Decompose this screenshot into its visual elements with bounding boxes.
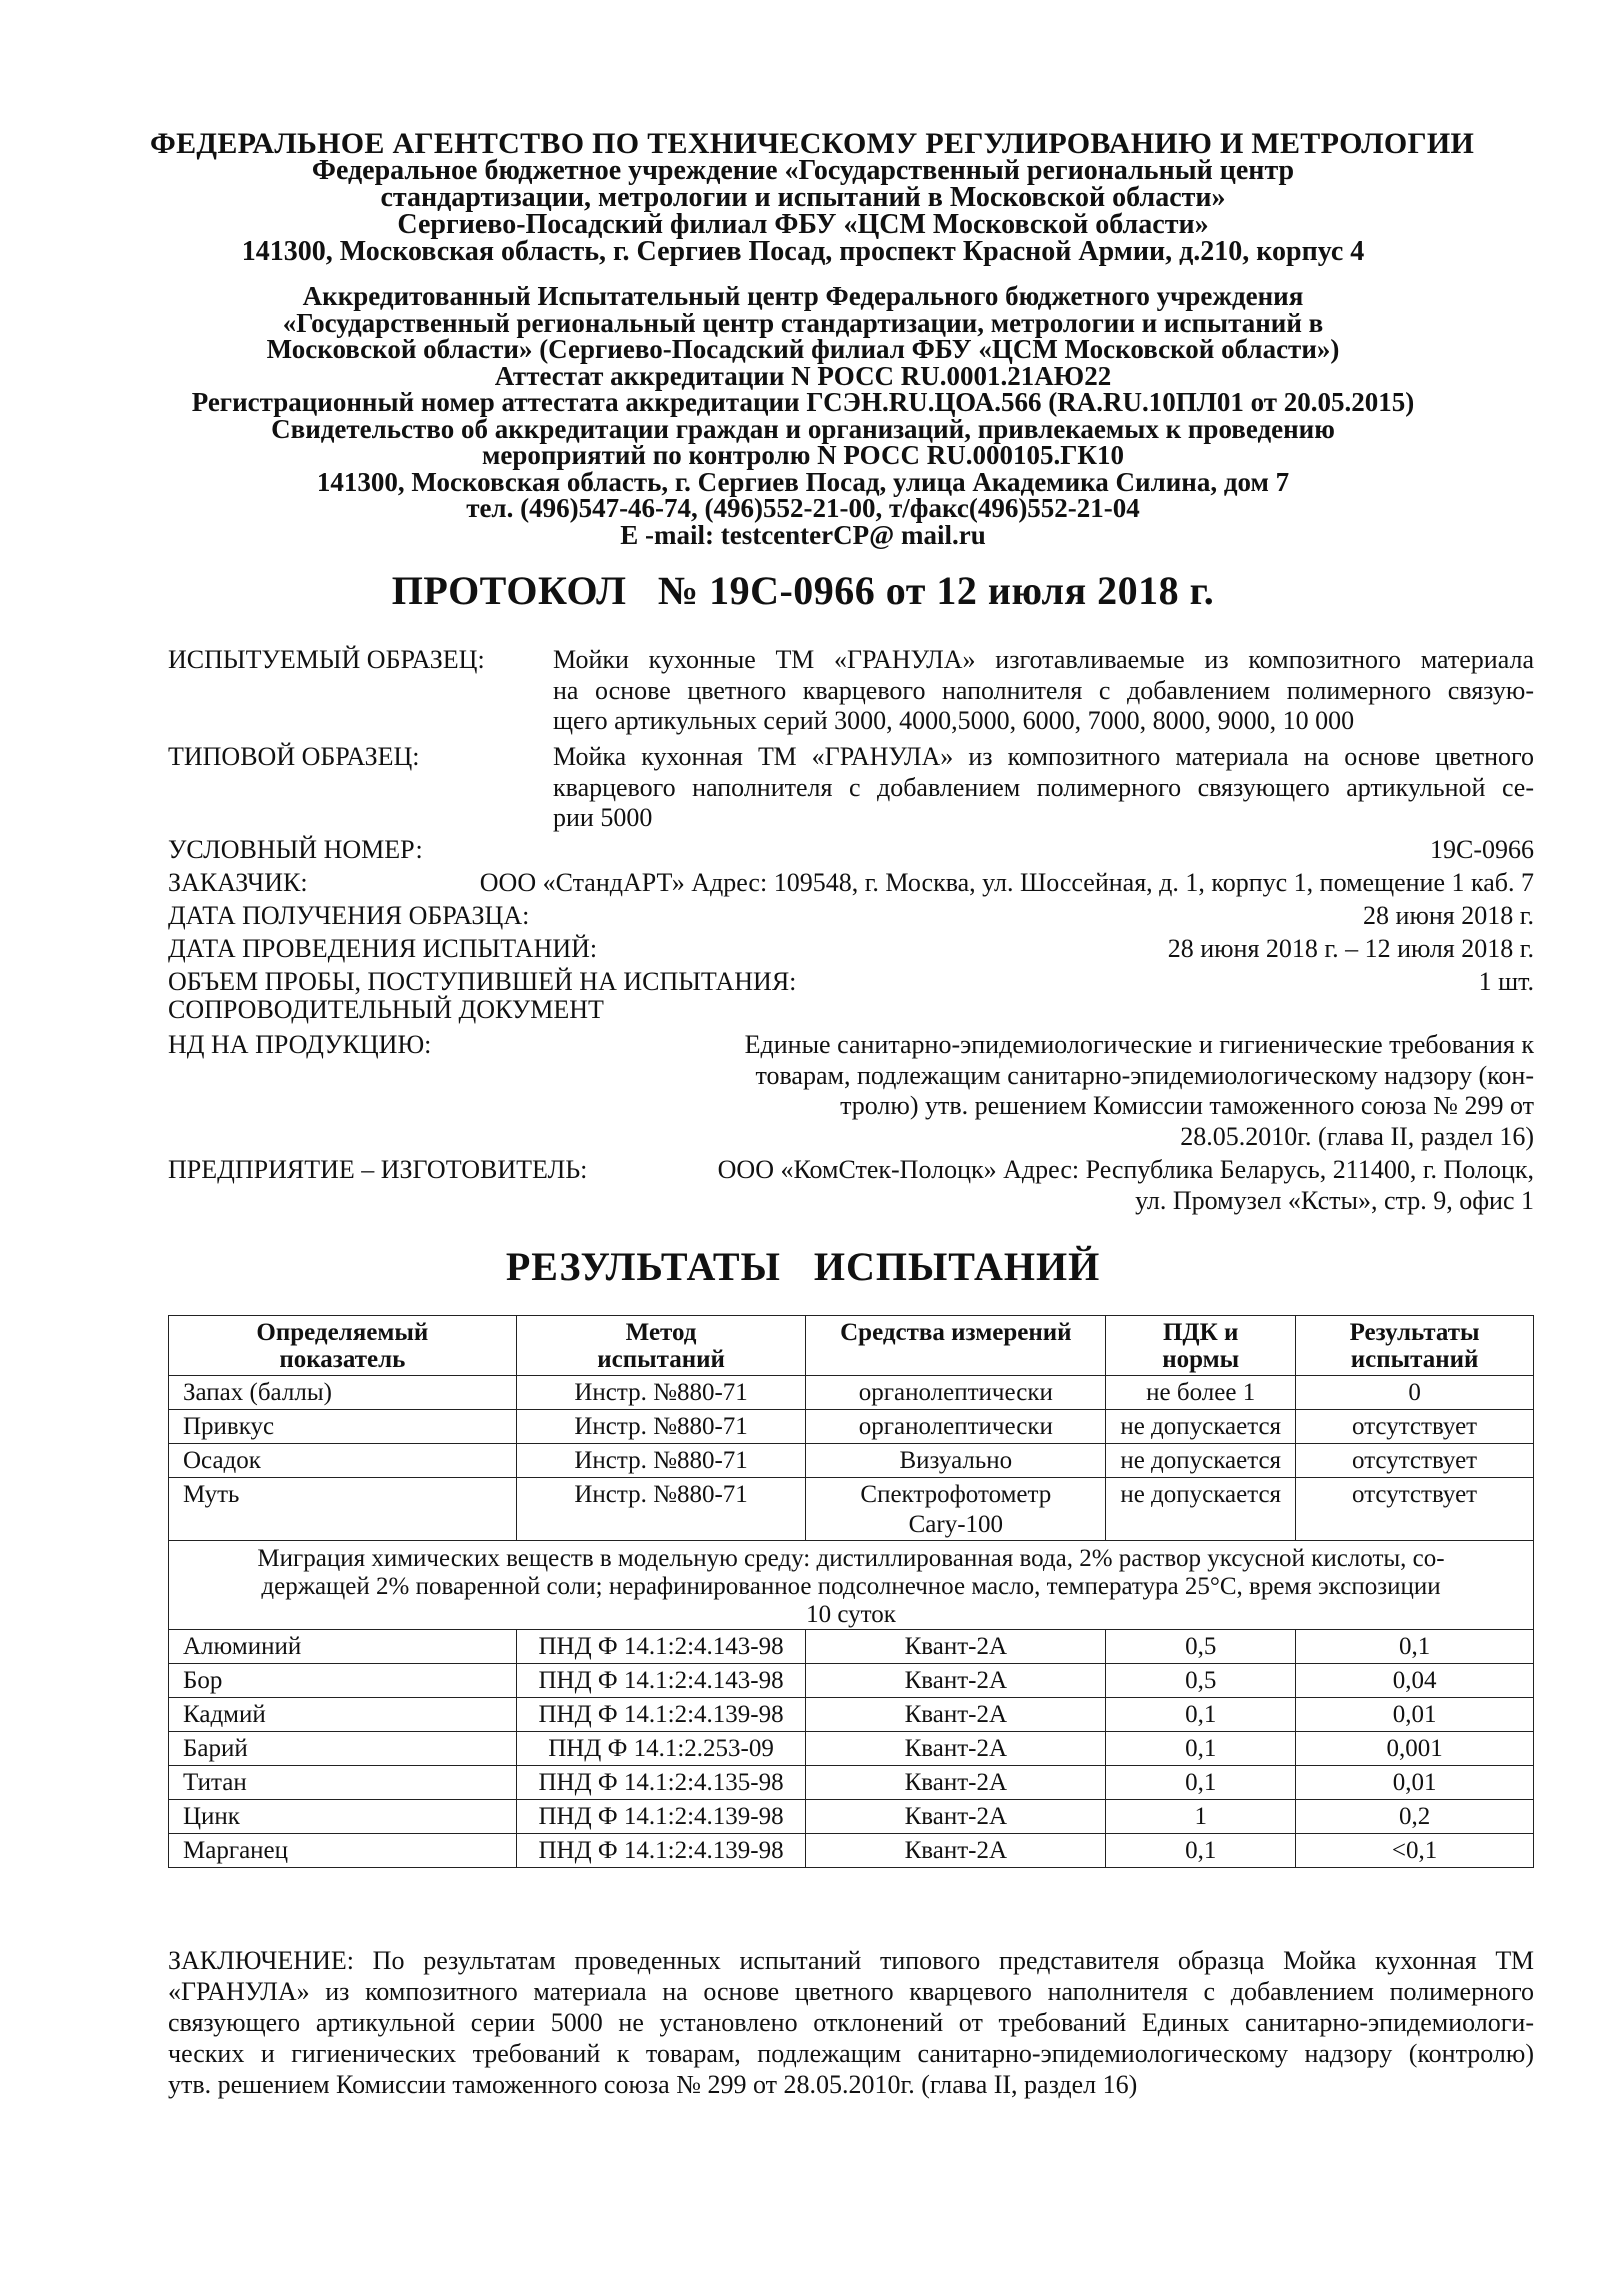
result-cell: <0,1 — [1296, 1834, 1534, 1868]
result-cell: 0,04 — [1296, 1664, 1534, 1698]
nd-line: 28.05.2010г. (глава II, раздел 16) — [1180, 1121, 1534, 1151]
indicator-cell: Привкус — [169, 1410, 517, 1444]
method-cell: Инстр. №880-71 — [516, 1444, 806, 1478]
migration-conditions — [169, 1541, 1534, 1630]
table-row — [169, 1766, 1534, 1800]
conclusion-line: связующего артикульной серии 5000 не установлено отклонений от требований Единых санитарно-эпидемиологи- — [168, 2008, 1534, 2037]
norm-cell: 0,1 — [1106, 1766, 1296, 1800]
method-cell: ПНД Ф 14.1:2.253-09 — [516, 1732, 806, 1766]
method-cell: ПНД Ф 14.1:2:4.143-98 — [516, 1630, 806, 1664]
conclusion-line: «ГРАНУЛА» из композитного материала на основе цветного кварцевого наполнителя с добавлением полимерного — [168, 1977, 1534, 2006]
header-address: 141300, Московская область, г. Сергиев Посад, проспект Красной Армии, д.210, корпус 4 — [241, 236, 1365, 267]
protocol-title: ПРОТОКОЛ № 19С-0966 от 12 июля 2018 г. — [391, 568, 1215, 613]
table-row — [169, 1376, 1534, 1410]
received-label: ДАТА ПОЛУЧЕНИЯ ОБРАЗЦА: — [168, 901, 530, 930]
nd-line: товарам, подлежащим санитарно-эпидемиологическому надзору (кон- — [755, 1060, 1534, 1090]
means-cell: Визуально — [806, 1444, 1106, 1478]
accreditation-line: Московской области» (Сергиево-Посадский филиал ФБУ «ЦСМ Московской области») — [266, 334, 1340, 364]
manufacturer-line: ул. Промузел «Ксты», стр. 9, офис 1 — [1135, 1185, 1534, 1215]
table-row — [169, 1732, 1534, 1766]
header-norm: ПДК и нормы — [1106, 1316, 1296, 1376]
manufacturer-value — [640, 1155, 1534, 1216]
email-line: E -mail: testcenterCP@ mail.ru — [620, 519, 986, 550]
manufacturer-label: ПРЕДПРИЯТИЕ – ИЗГОТОВИТЕЛЬ: — [168, 1155, 588, 1184]
conclusion-line: ческих и гигиенических требований к товарам, подлежащим санитарно-эпидемиологическому надзору (контролю) — [168, 2039, 1534, 2068]
indicator-cell: Запах (баллы) — [169, 1376, 517, 1410]
means-cell: Квант-2А — [806, 1800, 1106, 1834]
header-means: Средства измерений — [806, 1316, 1106, 1376]
method-cell: ПНД Ф 14.1:2:4.135-98 — [516, 1766, 806, 1800]
conclusion-line: утв. решением Комиссии таможенного союза № 299 от 28.05.2010г. (глава II, раздел 16) — [168, 2070, 1138, 2099]
indicator-cell: Титан — [169, 1766, 517, 1800]
accreditation-line: «Государственный региональный центр стандартизации, метрологии и испытаний в — [282, 307, 1324, 338]
indicator-cell: Марганец — [169, 1834, 517, 1868]
norm-cell: не допускается — [1106, 1444, 1296, 1478]
tested-label: ДАТА ПРОВЕДЕНИЯ ИСПЫТАНИЙ: — [168, 934, 598, 963]
table-header-row — [169, 1316, 1534, 1376]
method-cell: Инстр. №880-71 — [516, 1478, 806, 1541]
tested-value: 28 июня 2018 г. – 12 июля 2018 г. — [1167, 934, 1534, 963]
conclusion — [168, 1945, 1534, 2100]
agency-header — [150, 127, 1475, 267]
result-cell: 0,01 — [1296, 1766, 1534, 1800]
agency-name: ФЕДЕРАЛЬНОЕ АГЕНТСТВО ПО ТЕХНИЧЕСКОМУ РЕГУЛИРОВАНИЮ И МЕТРОЛОГИИ — [150, 127, 1475, 160]
results-title: РЕЗУЛЬТАТЫ ИСПЫТАНИЙ — [505, 1244, 1101, 1289]
indicator-cell: Бор — [169, 1664, 517, 1698]
code-label: УСЛОВНЫЙ НОМЕР: — [168, 835, 423, 864]
means-cell: Квант-2А — [806, 1834, 1106, 1868]
norm-cell: не допускается — [1106, 1410, 1296, 1444]
accreditation-line: Аккредитованный Испытательный центр Федерального бюджетного учреждения — [302, 281, 1304, 311]
test-center-address: 141300, Московская область, г. Сергиев Посад, улица Академика Силина, дом 7 — [316, 466, 1290, 497]
typical-line: Мойка кухонная ТМ «ГРАНУЛА» из композитного материала на основе цветного — [553, 742, 1534, 771]
conclusion-line: ЗАКЛЮЧЕНИЕ: По результатам проведенных испытаний типового представителя образца Мойка кухонная ТМ — [168, 1946, 1534, 1975]
code-value: 19С-0966 — [1430, 835, 1534, 864]
typical-line: рии 5000 — [553, 803, 653, 832]
accreditation-line: мероприятий по контролю N РОСС RU.000105.ГК10 — [481, 440, 1124, 470]
sample-value — [553, 645, 1534, 737]
means-cell: Квант-2А — [806, 1698, 1106, 1732]
result-cell: 0,001 — [1296, 1732, 1534, 1766]
result-cell: 0 — [1296, 1376, 1534, 1410]
method-cell: ПНД Ф 14.1:2:4.139-98 — [516, 1698, 806, 1732]
accreditation-certificate: Аттестат аккредитации N РОСС RU.0001.21АЮ22 — [494, 360, 1112, 391]
means-cell: органолептически — [806, 1410, 1106, 1444]
norm-cell: 0,1 — [1106, 1834, 1296, 1868]
document-label: СОПРОВОДИТЕЛЬНЫЙ ДОКУМЕНТ — [168, 995, 604, 1024]
nd-label: НД НА ПРОДУКЦИЮ: — [168, 1030, 432, 1059]
customer-value: ООО «СтандАРТ» Адрес: 109548, г. Москва, ул. Шоссейная, д. 1, корпус 1, помещение 1 каб. 7 — [479, 868, 1534, 897]
norm-cell: 0,1 — [1106, 1732, 1296, 1766]
typical-line: кварцевого наполнителя с добавлением полимерного связующего артикульной се- — [553, 772, 1534, 802]
indicator-cell: Осадок — [169, 1444, 517, 1478]
indicator-cell: Алюминий — [169, 1630, 517, 1664]
nd-line: тролю) утв. решением Комиссии таможенного союза № 299 от — [840, 1091, 1534, 1120]
customer-label: ЗАКАЗЧИК: — [168, 868, 308, 897]
means-cell: Спектрофотометр Cary-100 — [806, 1478, 1106, 1541]
sample-line: Мойки кухонные ТМ «ГРАНУЛА» изготавливаемые из композитного материала — [553, 645, 1534, 674]
table-row — [169, 1664, 1534, 1698]
header-line: Федеральное бюджетное учреждение «Государственный региональный центр — [311, 155, 1295, 186]
result-cell: 0,2 — [1296, 1800, 1534, 1834]
accreditation-line: Свидетельство об аккредитации граждан и организаций, привлекаемых к проведению — [271, 413, 1335, 444]
table-row — [169, 1630, 1534, 1664]
registration-number: Регистрационный номер аттестата аккредитации ГСЭН.RU.ЦОА.566 (RA.RU.10ПЛ01 от 20.05.2015) — [191, 387, 1415, 417]
sample-line: щего артикульных серий 3000, 4000,5000, 6000, 7000, 8000, 9000, 10 000 — [553, 706, 1355, 735]
table-row — [169, 1410, 1534, 1444]
sample-line: на основе цветного кварцевого наполнителя с добавлением полимерного связую- — [553, 675, 1534, 705]
migration-row — [169, 1541, 1534, 1630]
results-table — [168, 1315, 1534, 1868]
method-cell: Инстр. №880-71 — [516, 1410, 806, 1444]
table-row — [169, 1834, 1534, 1868]
result-cell: отсутствует — [1296, 1410, 1534, 1444]
method-cell: ПНД Ф 14.1:2:4.143-98 — [516, 1664, 806, 1698]
norm-cell: 0,5 — [1106, 1664, 1296, 1698]
header-line: Сергиево-Посадский филиал ФБУ «ЦСМ Московской области» — [397, 209, 1209, 240]
table-row — [169, 1800, 1534, 1834]
norm-cell: не допускается — [1106, 1478, 1296, 1541]
indicator-cell: Кадмий — [169, 1698, 517, 1732]
norm-cell: 1 — [1106, 1800, 1296, 1834]
volume-value: 1 шт. — [1478, 967, 1534, 996]
received-value: 28 июня 2018 г. — [1363, 901, 1534, 930]
means-cell: Квант-2А — [806, 1766, 1106, 1800]
means-cell: органолептически — [806, 1376, 1106, 1410]
migration-line: 10 суток — [806, 1601, 896, 1628]
header-line: стандартизации, метрологии и испытаний в Московской области» — [380, 182, 1226, 213]
result-cell: 0,1 — [1296, 1630, 1534, 1664]
result-cell: отсутствует — [1296, 1444, 1534, 1478]
table-row — [169, 1444, 1534, 1478]
table-row — [169, 1478, 1534, 1541]
header-result: Результаты испытаний — [1296, 1316, 1534, 1376]
migration-line: держащей 2% поваренной соли; нерафинированное подсолнечное масло, температура 25°С, время экспозиции — [261, 1573, 1441, 1600]
nd-value — [690, 1030, 1534, 1152]
norm-cell: 0,1 — [1106, 1698, 1296, 1732]
table-row — [169, 1698, 1534, 1732]
volume-label: ОБЪЕМ ПРОБЫ, ПОСТУПИВШЕЙ НА ИСПЫТАНИЯ: — [168, 967, 797, 996]
result-cell: отсутствует — [1296, 1478, 1534, 1541]
header-method: Метод испытаний — [516, 1316, 806, 1376]
phone-line: тел. (496)547-46-74, (496)552-21-00, т/факс(496)552-21-04 — [466, 493, 1140, 523]
method-cell: ПНД Ф 14.1:2:4.139-98 — [516, 1834, 806, 1868]
typical-label: ТИПОВОЙ ОБРАЗЕЦ: — [168, 742, 420, 771]
migration-line: Миграция химических веществ в модельную среду: дистиллированная вода, 2% раствор уксусной кислоты, со- — [257, 1545, 1445, 1572]
accreditation-block — [150, 283, 1456, 548]
norm-cell: не более 1 — [1106, 1376, 1296, 1410]
means-cell: Квант-2А — [806, 1732, 1106, 1766]
means-cell: Квант-2А — [806, 1664, 1106, 1698]
norm-cell: 0,5 — [1106, 1630, 1296, 1664]
indicator-cell: Барий — [169, 1732, 517, 1766]
indicator-cell: Цинк — [169, 1800, 517, 1834]
method-cell: ПНД Ф 14.1:2:4.139-98 — [516, 1800, 806, 1834]
method-cell: Инстр. №880-71 — [516, 1376, 806, 1410]
typical-value — [553, 742, 1534, 834]
result-cell: 0,01 — [1296, 1698, 1534, 1732]
indicator-cell: Муть — [169, 1478, 517, 1541]
nd-line: Единые санитарно-эпидемиологические и гигиенические требования к — [744, 1030, 1534, 1059]
means-cell: Квант-2А — [806, 1630, 1106, 1664]
sample-label: ИСПЫТУЕМЫЙ ОБРАЗЕЦ: — [168, 645, 485, 674]
header-indicator: Определяемый показатель — [169, 1316, 517, 1376]
manufacturer-line: ООО «КомСтек-Полоцк» Адрес: Республика Беларусь, 211400, г. Полоцк, — [717, 1155, 1534, 1184]
